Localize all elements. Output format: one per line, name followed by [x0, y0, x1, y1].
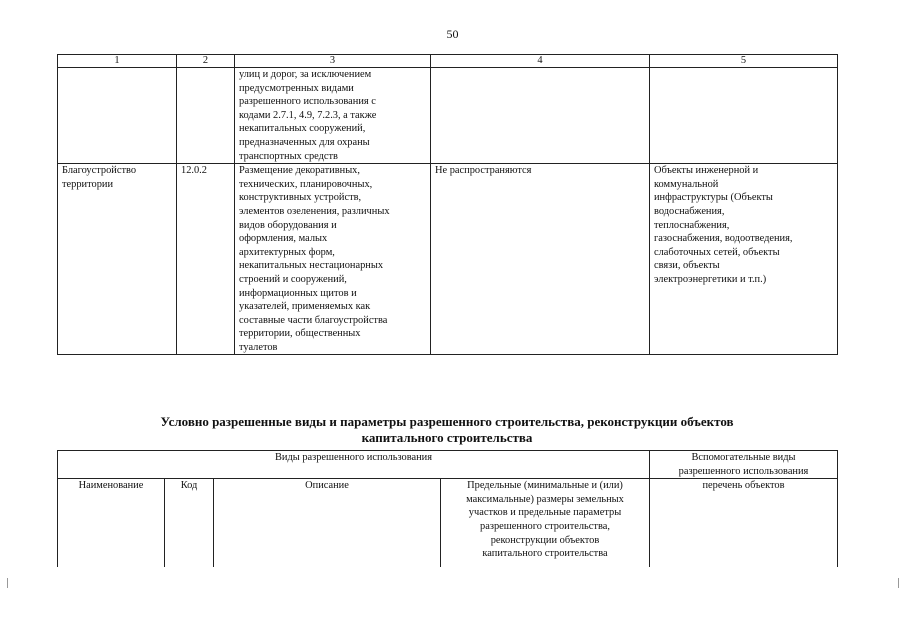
col-code-header: Код [165, 479, 214, 568]
table-row [58, 68, 838, 164]
group-header: Виды разрешенного использования [58, 451, 650, 479]
section-title: Условно разрешенные виды и параметры разрешенного строительства, реконструкции объектов капитального строительства [160, 414, 734, 445]
cell-name: Благоустройство территории [58, 164, 177, 355]
cell-name [58, 68, 177, 164]
col-name-header: Наименование [58, 479, 165, 568]
cell-auxiliary [650, 68, 838, 164]
cell-params: Не распространяются [431, 164, 650, 355]
cell-code: 12.0.2 [177, 164, 235, 355]
table-row [58, 164, 838, 355]
cell-auxiliary: Объекты инженерной и коммунальной инфраструктуры (Объекты водоснабжения, теплоснабжения, газоснабжения, водоотведения, слаботочных сетей, объекты связи, объекты электроэнергетики и т.п.) [650, 164, 838, 355]
column-number-4: 4 [431, 55, 650, 68]
col-aux-list-header: перечень объектов [650, 479, 838, 568]
column-header-row [58, 479, 838, 568]
page-number: 50 [446, 27, 459, 41]
scan-edge-mark-left [7, 578, 8, 588]
cell-params [431, 68, 650, 164]
column-number-5: 5 [650, 55, 838, 68]
scan-edge-mark-right [898, 578, 899, 588]
cell-code [177, 68, 235, 164]
col-description-header: Описание [214, 479, 441, 568]
group-header-row [58, 451, 838, 479]
zoning-table-continued [57, 54, 838, 355]
col-params-header: Предельные (минимальные и (или) максимальные) размеры земельных участков и предельные параметры разрешенного строительства, реконструкции объектов капитального строительства [441, 479, 650, 568]
conditional-use-table [57, 450, 838, 567]
column-number-row [58, 55, 838, 68]
column-number-3: 3 [235, 55, 431, 68]
cell-description: Размещение декоративных, технических, планировочных, конструктивных устройств, элементов озеленения, различных видов оборудования и оформления, малых архитектурных форм, некапитальных нестационарных строений и сооружений, информационных щитов и указателей, применяемых как составные части благоустройства территории, общественных туалетов [235, 164, 431, 355]
column-number-1: 1 [58, 55, 177, 68]
cell-description: улиц и дорог, за исключением предусмотренных видами разрешенного использования с кодами 2.7.1, 4.9, 7.2.3, а также некапитальных сооружений, предназначенных для охраны транспортных средств [235, 68, 431, 164]
column-number-2: 2 [177, 55, 235, 68]
aux-header: Вспомогательные виды разрешенного использования [650, 451, 838, 479]
